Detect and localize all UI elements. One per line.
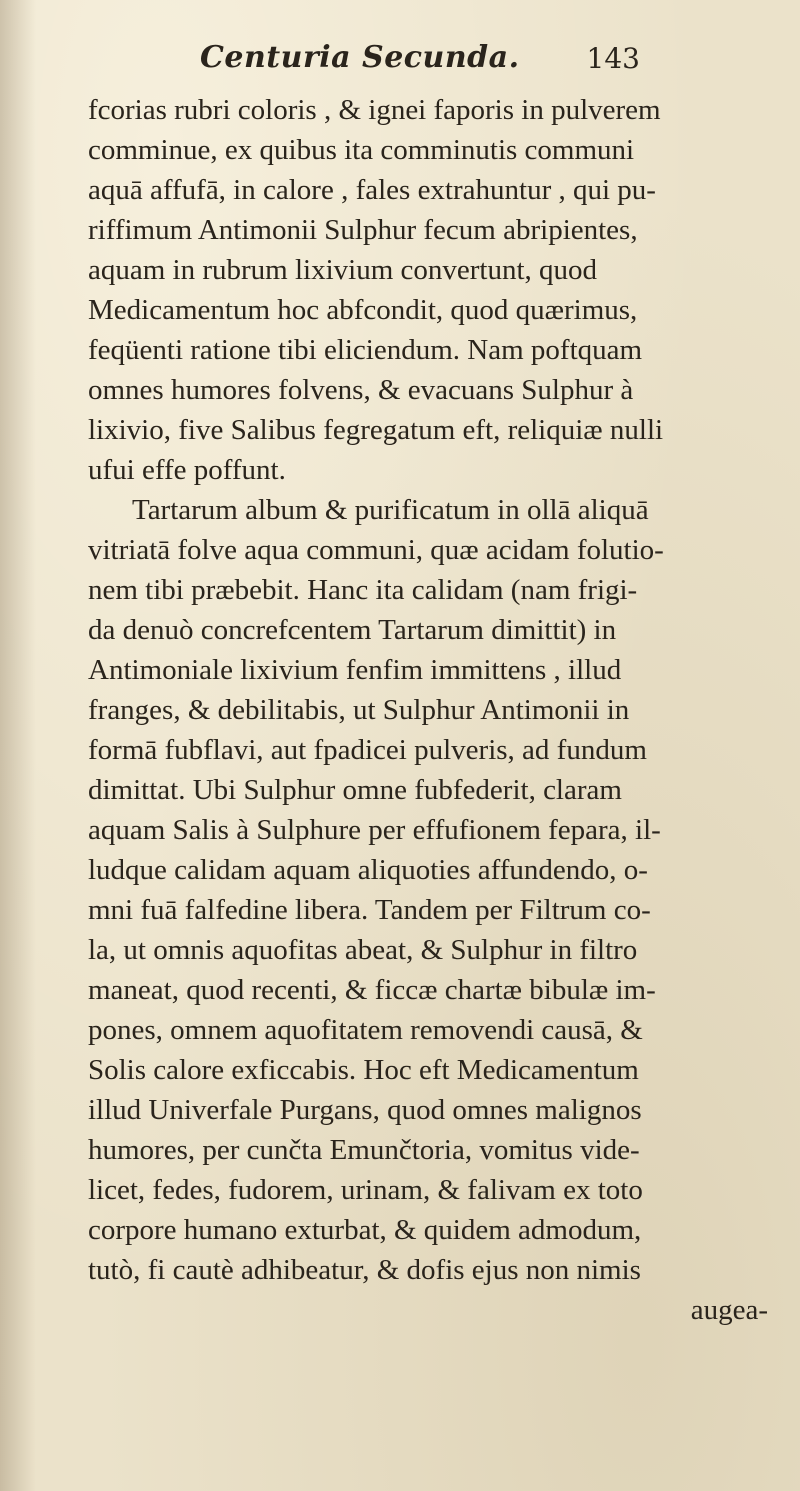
text-line: ludque calidam aquam aliquoties affundendo, o- (88, 854, 648, 886)
text-line: comminue, ex quibus ita comminutis communi (88, 134, 635, 166)
text-line: Medicamentum hoc abfcondit, quod quærimus, (88, 294, 638, 326)
paragraph-start-line: Tartarum album & purificatum in ollā aliquā (132, 494, 649, 526)
text-line: maneat, quod recenti, & ficcæ chartæ bibulæ im- (88, 974, 656, 1006)
gutter-shadow (0, 0, 36, 1491)
page-header (200, 40, 640, 84)
catchword: augea- (690, 1294, 768, 1326)
text-line: licet, fedes, fudorem, urinam, & falivam ex toto (88, 1174, 643, 1206)
text-line: fcorias rubri coloris , & ignei faporis in pulverem (88, 94, 661, 126)
text-line: aquam in rubrum lixivium convertunt, quod (88, 254, 598, 286)
text-line: aquam Salis à Sulphure per effufionem fepara, il- (88, 814, 661, 846)
text-line: franges, & debilitabis, ut Sulphur Antimonii in (88, 694, 630, 726)
text-line: la, ut omnis aquofitas abeat, & Sulphur in filtro (88, 934, 638, 966)
text-line: feqüenti ratione tibi eliciendum. Nam poftquam (88, 334, 643, 366)
text-line: formā fubflavi, aut fpadicei pulveris, ad fundum (88, 734, 647, 766)
text-line: illud Univerfale Purgans, quod omnes malignos (88, 1094, 642, 1126)
text-line: Solis calore exficcabis. Hoc eft Medicamentum (88, 1054, 639, 1086)
body-text (88, 90, 788, 1330)
text-line: corpore humano exturbat, & quidem admodum, (88, 1214, 642, 1246)
text-line: vitriatā folve aqua communi, quæ acidam folutio- (88, 534, 664, 566)
text-line: pones, omnem aquofitatem removendi causā, & (88, 1014, 643, 1046)
text-line: Antimoniale lixivium fenfim immittens , illud (88, 654, 622, 686)
text-line: tutò, fi cautè adhibeatur, & dofis ejus non nimis (88, 1254, 641, 1286)
text-line: lixivio, five Salibus fegregatum eft, reliquiæ nulli (88, 414, 664, 446)
text-line: da denuò concrefcentem Tartarum dimittit) in (88, 614, 617, 646)
text-line: riffimum Antimonii Sulphur fecum abripientes, (88, 214, 638, 246)
text-line: omnes humores folvens, & evacuans Sulphur à (88, 374, 634, 406)
page-number: 143 (586, 42, 640, 75)
running-head: Centuria Secunda. (200, 40, 520, 75)
text-line: ufui effe poffunt. (88, 454, 286, 486)
text-line: mni fuā falfedine libera. Tandem per Filtrum co- (88, 894, 651, 926)
text-line: dimittat. Ubi Sulphur omne fubfederit, claram (88, 774, 622, 806)
text-line: nem tibi præbebit. Hanc ita calidam (nam frigi- (88, 574, 638, 606)
text-line: humores, per cunčta Emunčtoria, vomitus vide- (88, 1134, 640, 1166)
text-line: aquā affufā, in calore , fales extrahuntur , qui pu- (88, 174, 656, 206)
